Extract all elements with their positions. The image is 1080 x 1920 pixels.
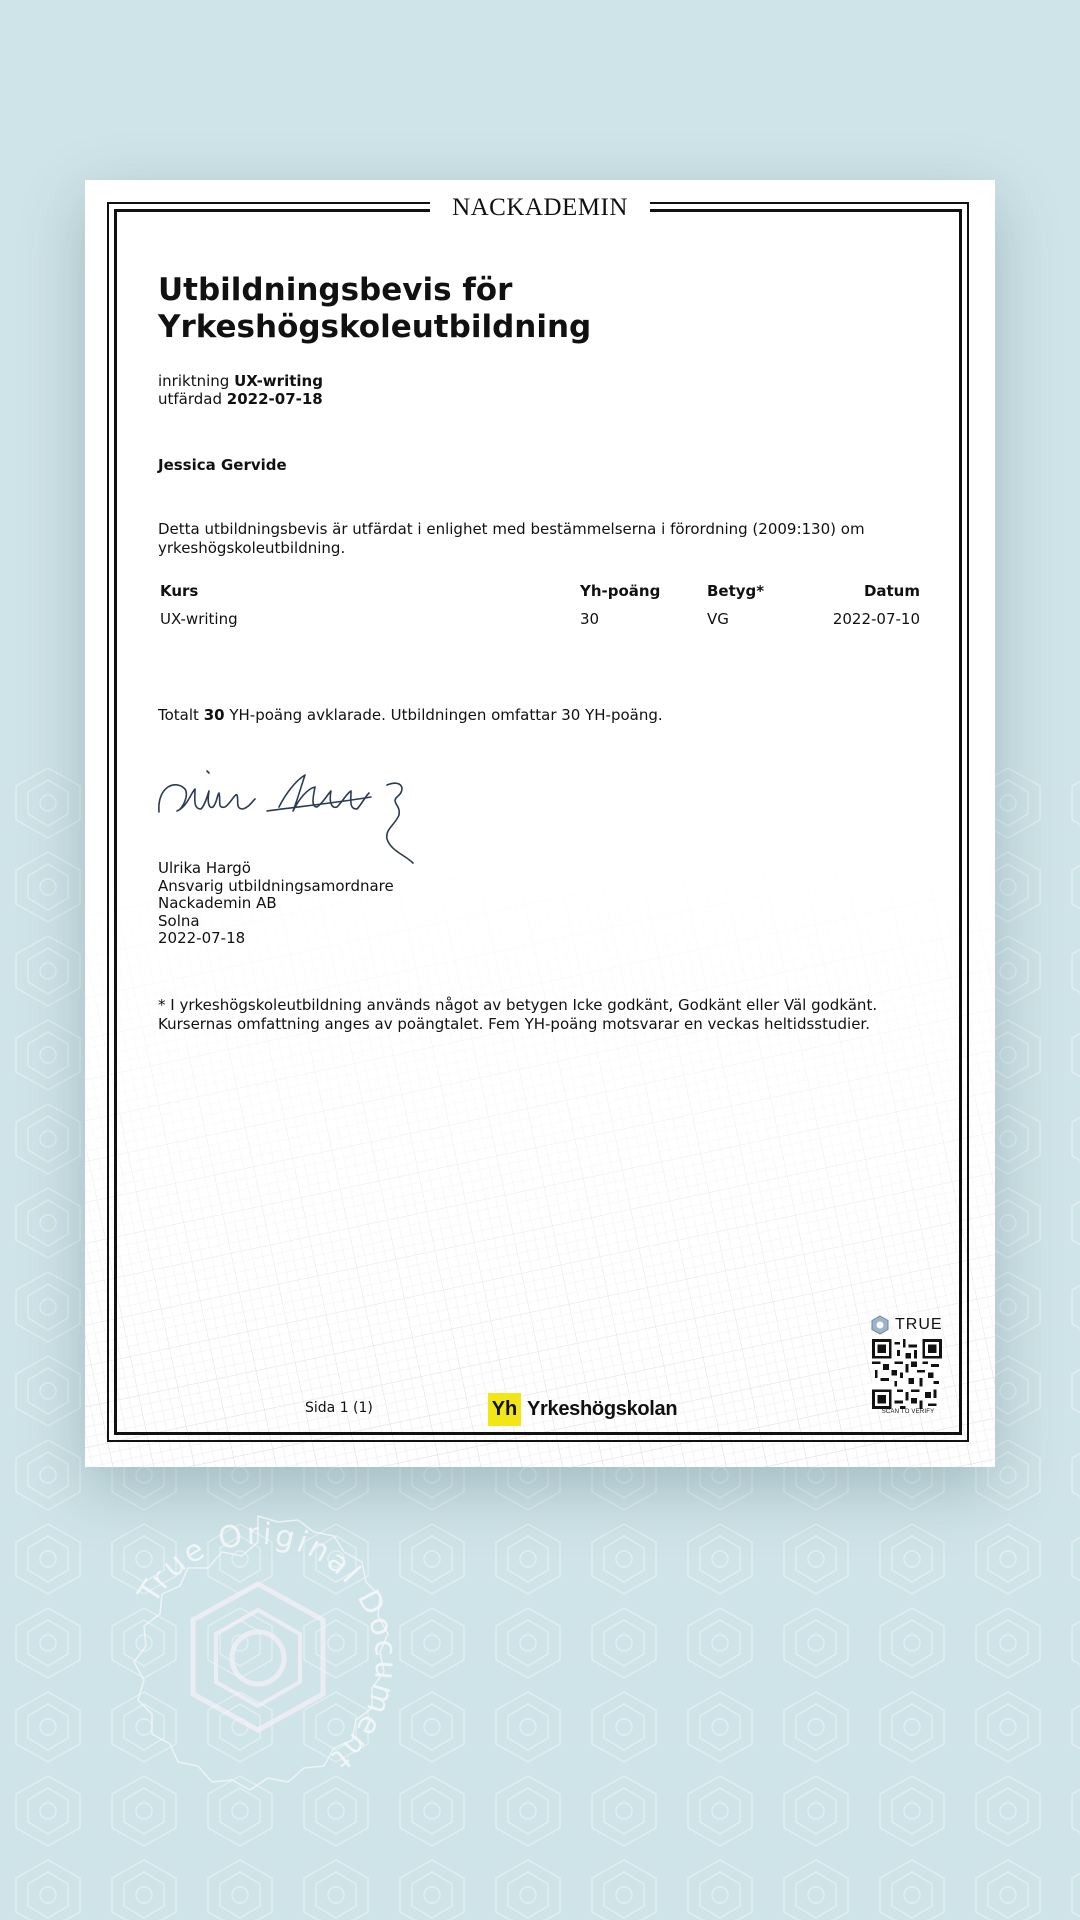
signer-city: Solna bbox=[158, 911, 200, 930]
nackademin-logo: NACKADEMIN bbox=[452, 194, 628, 221]
certificate-document bbox=[85, 180, 995, 1467]
total-points-summary bbox=[158, 706, 663, 724]
course-table-header bbox=[158, 578, 922, 604]
footnote-line-1: * I yrkeshögskoleutbildning används något av betygen Icke godkänt, Godkänt eller Väl godkänt. bbox=[158, 996, 878, 1014]
handwritten-signature bbox=[155, 767, 435, 867]
direction-line bbox=[158, 372, 323, 390]
true-verification-badge[interactable] bbox=[870, 1315, 950, 1415]
course-name: UX-writing bbox=[160, 610, 238, 628]
header-course: Kurs bbox=[160, 582, 199, 600]
signer-date: 2022-07-18 bbox=[158, 929, 246, 948]
table-row bbox=[158, 604, 922, 634]
total-points: 30 bbox=[203, 706, 225, 724]
yrkeshogskolan-logo bbox=[488, 1393, 677, 1425]
title-line-1: Utbildningsbevis för bbox=[158, 272, 513, 308]
course-date: 2022-07-10 bbox=[832, 610, 920, 628]
issued-value: 2022-07-18 bbox=[226, 390, 323, 408]
page-number: Sida 1 (1) bbox=[305, 1400, 373, 1416]
signer-organization: Nackademin AB bbox=[158, 894, 277, 913]
legal-statement: Detta utbildningsbevis är utfärdat i enlighet med bestämmelserna i förordning (2009:130) om yrkeshögskoleutbildning. bbox=[158, 520, 865, 557]
true-original-document-seal bbox=[88, 1492, 428, 1832]
direction-value: UX-writing bbox=[234, 372, 323, 390]
issued-line bbox=[158, 390, 323, 408]
footnote-line-2: Kursernas omfattning anges av poängtalet. Fem YH-poäng motsvarar en veckas heltidsstudier. bbox=[158, 1015, 870, 1033]
issued-label: utfärdad bbox=[158, 390, 222, 408]
true-hexagon-icon bbox=[870, 1315, 890, 1335]
course-grade: VG bbox=[707, 610, 729, 628]
certificate-meta bbox=[158, 372, 323, 408]
student-name: Jessica Gervide bbox=[158, 456, 287, 474]
scan-to-verify-label: SCAN TO VERIFY bbox=[881, 1409, 935, 1415]
course-points: 30 bbox=[580, 610, 600, 628]
true-brand-text: TRUE bbox=[895, 1316, 943, 1333]
yh-badge: Yh bbox=[488, 1393, 521, 1426]
signer-block bbox=[158, 860, 394, 948]
yh-name: Yrkeshögskolan bbox=[527, 1397, 678, 1420]
total-suffix: YH-poäng avklarade. Utbildningen omfattar 30 YH-poäng. bbox=[229, 706, 663, 724]
title-line-2: Yrkeshögskoleutbildning bbox=[158, 309, 592, 345]
total-prefix: Totalt bbox=[158, 706, 199, 724]
grading-footnote bbox=[158, 996, 918, 1034]
header-points: Yh-poäng bbox=[580, 582, 661, 600]
qr-code-icon[interactable] bbox=[872, 1339, 942, 1409]
direction-label: inriktning bbox=[158, 372, 230, 390]
seal-text: True Original Document bbox=[131, 1516, 404, 1778]
signer-role: Ansvarig utbildningsamordnare bbox=[158, 876, 394, 895]
true-brand-row bbox=[870, 1315, 950, 1335]
header-date: Datum bbox=[863, 582, 920, 600]
document-title bbox=[158, 272, 858, 346]
course-table bbox=[158, 578, 922, 634]
signer-name: Ulrika Hargö bbox=[158, 859, 251, 877]
svg-text:True Original Document bbox=[131, 1517, 403, 1778]
header-grade: Betyg* bbox=[707, 582, 765, 600]
